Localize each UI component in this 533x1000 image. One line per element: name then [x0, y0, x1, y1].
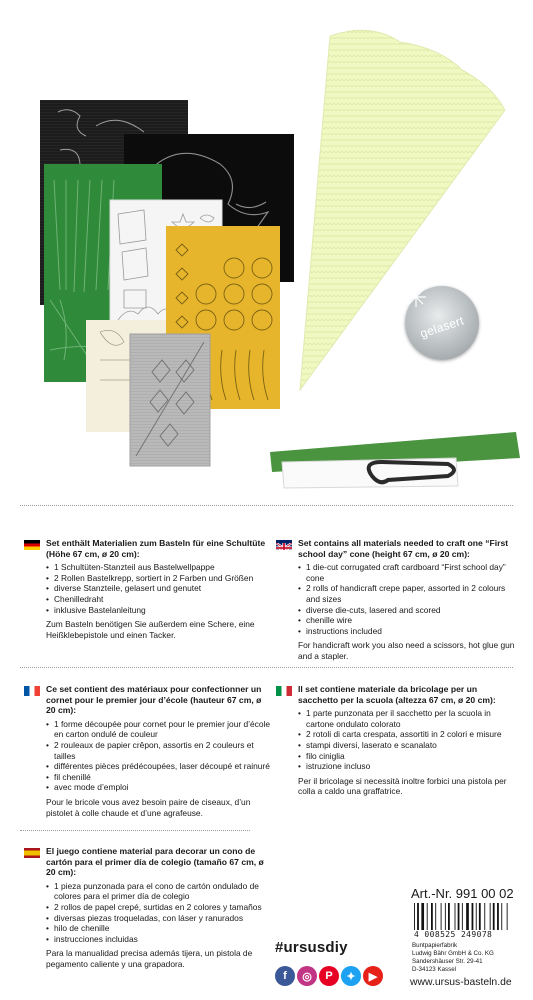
list-item: • 1 forme découpée pour cornet pour le premier jour d’école en carton ondulé de couleur — [46, 719, 271, 740]
barcode-bar — [462, 903, 463, 930]
italy-flag-icon — [276, 686, 292, 696]
list-item: • 1 die-cut corrugated craft cardboard “First school day” cone — [298, 562, 518, 583]
france-flag-icon — [24, 686, 40, 696]
section-title: Ce set contient des matériaux pour confectionner un cornet pour le premier jour d’école (hauteur 67 cm, ø 20 cm): — [46, 684, 262, 716]
section-note: Pour le bricole vous avez besoin paire de ciseaux, d’un pistolet à colle chaude et d’une agrafeuse. — [46, 796, 251, 818]
section-note: Per il bricolage si necessità inoltre forbici una pistola per colla a caldo una graffatrice. — [298, 775, 507, 797]
badge-label: gelasert — [418, 313, 466, 341]
item-list — [298, 708, 518, 772]
section-french — [46, 684, 271, 818]
list-item: • hilo de chenille — [46, 923, 271, 934]
list-item: • instrucciones incluidas — [46, 934, 271, 945]
instagram-icon[interactable]: ◎ — [297, 966, 317, 986]
company-line: Buntpapierfabrik — [412, 942, 458, 949]
hashtag: #ursusdiy — [275, 939, 348, 956]
section-note: For handicraft work you also need a scissors, hot glue gun and a stapler. — [298, 640, 515, 661]
list-item: • 2 rotoli di carta crespata, assortiti in 2 colori e misure — [298, 729, 518, 740]
barcode-bar — [441, 903, 442, 930]
barcode-bar — [435, 903, 436, 930]
list-item: • 1 Schultüten-Stanzteil aus Bastelwellpappe — [46, 562, 271, 573]
divider — [20, 830, 250, 831]
barcode-bar — [466, 903, 469, 930]
list-item: • avec mode d’emploi — [46, 782, 271, 793]
company-line: D-34123 Kassel — [412, 966, 457, 973]
divider — [20, 505, 513, 506]
uk-flag-icon — [276, 540, 292, 550]
section-title: Il set contiene materiale da bricolage per un sacchetto per la scuola (altezza 67 cm, ø 20 cm): — [298, 684, 496, 705]
barcode-bar — [479, 903, 481, 930]
list-item: • diverse die-cuts, lasered and scored — [298, 605, 518, 616]
barcode-bar — [490, 903, 491, 930]
barcode-bar — [472, 903, 474, 930]
spain-flag-icon — [24, 848, 40, 858]
facebook-icon[interactable]: f — [275, 966, 295, 986]
item-list — [298, 562, 518, 636]
lasered-badge — [405, 286, 479, 360]
list-item: • istruzione incluso — [298, 761, 518, 772]
barcode-bar — [493, 903, 495, 930]
barcode-bar — [455, 903, 456, 930]
list-item: • Chenilledraht — [46, 594, 271, 605]
section-note: Para la manualidad precisa además tijera, un pistola de pegamento caliente y una grapadora. — [46, 948, 253, 969]
social-links — [275, 966, 383, 988]
list-item: • 1 parte punzonata per il sacchetto per la scuola in cartone ondulato colorato — [298, 708, 518, 729]
barcode-bar — [417, 903, 419, 930]
germany-flag-icon — [24, 540, 40, 550]
list-item: • filo ciniglia — [298, 751, 518, 762]
pinterest-icon[interactable]: P — [319, 966, 339, 986]
youtube-icon[interactable]: ▶ — [363, 966, 383, 986]
list-item: • différentes pièces prédécoupées, laser découpé et rainuré — [46, 761, 271, 772]
section-title: Set contains all materials needed to craft one “First school day” cone (height 67 cm, ø 20 cm): — [298, 538, 509, 559]
list-item: • 2 rouleaux de papier crêpon, assortis en 2 couleurs et tailles — [46, 740, 271, 761]
list-item: • inklusive Bastelanleitung — [46, 605, 271, 616]
barcode-bar — [484, 903, 485, 930]
divider — [20, 667, 513, 668]
section-spanish — [46, 846, 271, 970]
barcode-bar — [421, 903, 424, 930]
list-item: • 1 pieza punzonada para el cono de cartón ondulado de colores para el primer día de colegio — [46, 881, 271, 902]
item-list — [46, 881, 271, 945]
barcode-digits: 4 008525 249078 — [414, 930, 493, 939]
website-link[interactable]: www.ursus-basteln.de — [410, 977, 512, 988]
barcode-bar — [427, 903, 428, 930]
list-item: • 2 Rollen Bastelkrepp, sortiert in 2 Farben und Größen — [46, 573, 271, 584]
barcode-bar — [497, 903, 499, 930]
barcode-bar — [507, 903, 508, 930]
barcode-bar — [476, 903, 477, 930]
item-list — [46, 562, 271, 615]
sparkle-icon — [405, 286, 427, 308]
barcode-bar — [431, 903, 433, 930]
section-english — [298, 538, 518, 662]
section-note: Zum Basteln benötigen Sie außerdem eine Schere, eine Heißklebepistole und einen Tacker. — [46, 619, 255, 640]
barcode-bar — [448, 903, 450, 930]
section-italian — [298, 684, 518, 797]
section-title: Set enthält Materialien zum Basteln für eine Schultüte (Höhe 67 cm, ø 20 cm): — [46, 538, 266, 559]
barcode-bar — [414, 903, 415, 930]
company-address — [412, 942, 494, 974]
twitter-icon[interactable]: ✦ — [341, 966, 361, 986]
barcode-bar — [501, 903, 502, 930]
company-line: Ludwig Bähr GmbH & Co. KG — [412, 950, 494, 957]
article-number: Art.-Nr. 991 00 02 — [411, 886, 514, 901]
item-list — [46, 719, 271, 793]
list-item: • fil chenillé — [46, 772, 271, 783]
barcode-bar — [445, 903, 446, 930]
list-item: • diverse Stanzteile, gelasert und genutet — [46, 583, 271, 594]
company-line: Sandershäuser Str. 29-41 — [412, 958, 483, 965]
barcode-graphic — [412, 903, 520, 933]
section-german — [46, 538, 271, 640]
list-item: • instructions included — [298, 626, 518, 637]
list-item: • 2 rollos de papel crepé, surtidas en 2 colores y tamaños — [46, 902, 271, 913]
barcode-bar — [458, 903, 460, 930]
list-item: • 2 rolls of handicraft crepe paper, assorted in 2 colours and sizes — [298, 583, 518, 604]
list-item: • stampi diversi, laserato e scanalato — [298, 740, 518, 751]
list-item: • chenille wire — [298, 615, 518, 626]
section-title: El juego contiene material para decorar un cono de cartón para el primer día de colegio (tamaño 67 cm, ø 20 cm): — [46, 846, 264, 878]
list-item: • diversas piezas troqueladas, con láser y ranurados — [46, 913, 271, 924]
